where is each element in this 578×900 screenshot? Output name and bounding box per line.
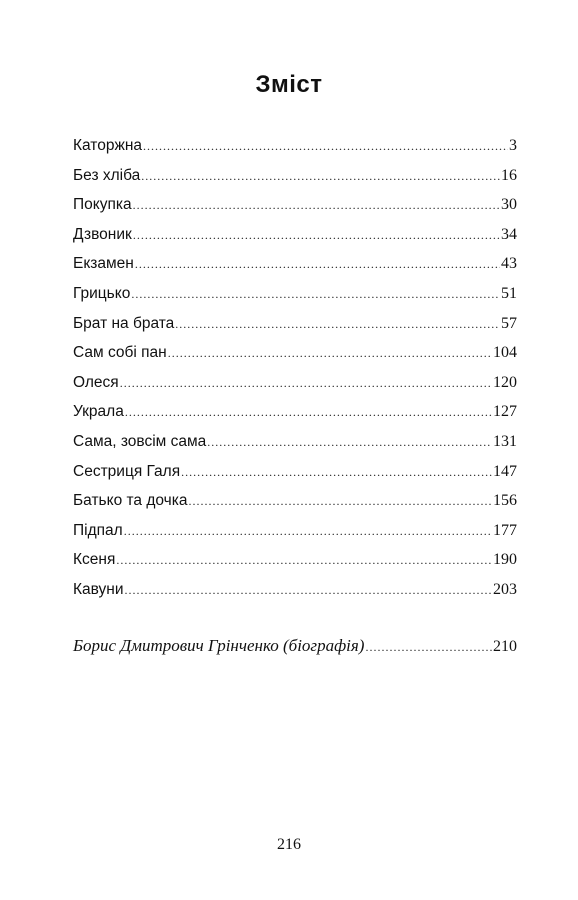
dot-leader (135, 250, 500, 280)
toc-entry-page: 210 (493, 638, 517, 655)
toc-entry-label: Борис Дмитрович Грінченко (біографія) (73, 636, 365, 655)
toc-entry-label: Брат на брата (73, 314, 175, 332)
dot-leader (141, 162, 500, 192)
toc-entry[interactable] (73, 131, 517, 161)
toc-entry-label: Покупка (73, 196, 132, 214)
toc-entry[interactable] (73, 249, 517, 279)
toc-entry-label: Грицько (73, 284, 131, 302)
dot-leader (116, 546, 492, 576)
toc-entry-page: 30 (501, 196, 517, 214)
toc-entry-label: Батько та дочка (73, 492, 188, 510)
table-of-contents (73, 131, 517, 605)
dot-leader (181, 458, 492, 488)
dot-leader (125, 398, 492, 428)
toc-entry-page: 203 (493, 580, 517, 598)
page-title: Зміст (255, 71, 323, 98)
dot-leader (189, 487, 492, 517)
toc-entry-page: 147 (493, 462, 517, 480)
toc-entry-page: 131 (493, 432, 517, 450)
toc-entry-page: 120 (493, 373, 517, 391)
toc-entry-label: Кавуни (73, 580, 124, 598)
toc-entry-page: 57 (501, 314, 517, 332)
dot-leader (133, 221, 500, 251)
toc-entry-page: 190 (493, 551, 517, 569)
toc-entry-page: 177 (493, 521, 517, 539)
toc-entry-page: 16 (501, 166, 517, 184)
toc-entry[interactable] (73, 575, 517, 605)
toc-entry-label: Каторжна (73, 137, 143, 154)
toc-entry-page: 51 (501, 284, 517, 302)
dot-leader (125, 576, 492, 606)
toc-entry-label: Украла (73, 403, 124, 421)
toc-entry-page: 43 (501, 255, 517, 273)
toc-entry[interactable] (73, 190, 517, 220)
toc-entry-label: Сам собі пан (73, 344, 167, 362)
toc-entry[interactable] (73, 161, 517, 191)
toc-entry[interactable] (73, 427, 517, 457)
dot-leader (120, 369, 492, 399)
dot-leader (143, 132, 508, 162)
page-number: 216 (277, 836, 301, 853)
toc-entry[interactable] (73, 397, 517, 427)
toc-entry[interactable] (73, 486, 517, 516)
dot-leader (124, 517, 492, 547)
toc-entry[interactable] (73, 368, 517, 398)
toc-entry[interactable] (73, 545, 517, 575)
toc-entry[interactable] (73, 516, 517, 546)
dot-leader (133, 191, 500, 221)
dot-leader (175, 310, 500, 340)
toc-entry-label: Підпал (73, 521, 123, 539)
toc-entry-biography[interactable] (73, 631, 517, 661)
dot-leader (207, 428, 492, 458)
toc-entry-label: Сама, зовсім сама (73, 432, 207, 450)
toc-entry-page: 127 (493, 403, 517, 421)
toc-entry-page: 156 (493, 492, 517, 510)
toc-entry[interactable] (73, 457, 517, 487)
toc-entry-label: Без хліба (73, 166, 141, 184)
dot-leader (131, 280, 500, 310)
toc-entry-page: 34 (501, 225, 517, 243)
toc-entry[interactable] (73, 309, 517, 339)
toc-entry-label: Сестриця Галя (73, 462, 181, 480)
toc-entry-label: Олеся (73, 373, 119, 391)
toc-entry[interactable] (73, 338, 517, 368)
toc-entry-label: Ксеня (73, 551, 116, 569)
toc-entry-page: 104 (493, 344, 517, 362)
toc-entry-page: 3 (509, 137, 517, 154)
dot-leader (168, 339, 492, 369)
toc-entry-label: Дзвоник (73, 225, 132, 243)
toc-entry[interactable] (73, 220, 517, 250)
toc-entry[interactable] (73, 279, 517, 309)
dot-leader (365, 633, 492, 663)
toc-entry-label: Екзамен (73, 255, 134, 273)
